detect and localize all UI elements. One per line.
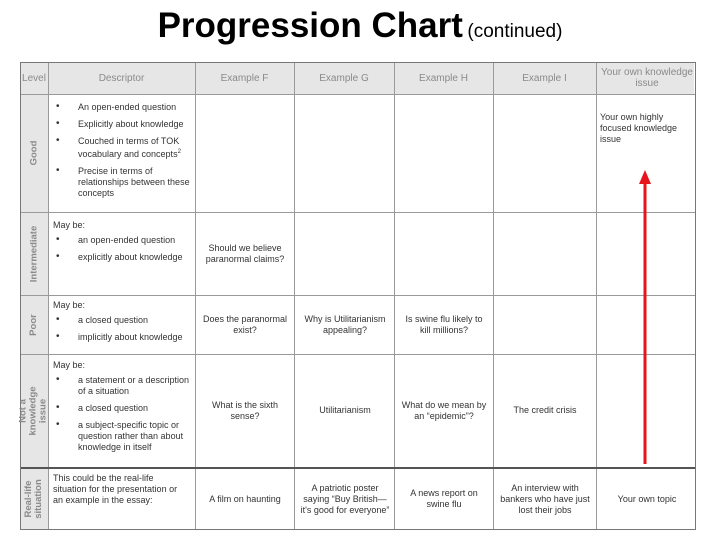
list-item: • a closed question (53, 315, 193, 326)
header-example-f: Example F (220, 72, 269, 84)
row-label-poor: Poor (27, 313, 39, 336)
header-example-h: Example H (419, 72, 468, 84)
title-main: Progression Chart (157, 6, 463, 45)
cell-real-life-own: Your own topic (617, 493, 677, 504)
header-own-issue: Your own knowledge issue (601, 67, 693, 89)
cell-real-life-i: An interview with bankers who have just lost their jobs (500, 482, 590, 515)
header-example-i: Example I (522, 72, 567, 84)
cell-poor-f: Does the paranormal exist? (202, 313, 288, 335)
list-item: • implicitly about knowledge (53, 332, 193, 343)
row-label-good: Good (28, 140, 39, 166)
row-label-real-life: Real-life situation (23, 479, 45, 519)
footnote-mark: 2 (177, 149, 181, 155)
cell-not-ki-h: What do we mean by an “epidemic”? (401, 399, 487, 421)
list-item: • an open-ended question (53, 235, 193, 246)
red-up-arrow-icon (20, 62, 696, 530)
title-sub: (continued) (467, 21, 563, 42)
list-item: • a closed question (53, 403, 193, 414)
header-level: Level (22, 72, 46, 84)
row-label-intermediate: Intermediate (28, 225, 39, 282)
list-item: • Explicitly about knowledge (53, 119, 193, 130)
list-item: • An open-ended question (53, 102, 193, 113)
list-item: • Couched in terms of TOK vocabulary and concepts$^2$ (53, 136, 193, 160)
list-item: • a statement or a description of a situation (53, 375, 193, 397)
progression-table (20, 62, 696, 530)
header-example-g: Example G (319, 72, 369, 84)
header-descriptor: Descriptor (98, 72, 145, 84)
arrow-head (639, 170, 651, 184)
cell-real-life-g: A patriotic poster saying “Buy British—it's good for everyone” (300, 482, 390, 515)
cell-poor-g: Why is Utilitarianism appealing? (304, 313, 386, 335)
cell-not-ki-g: Utilitarianism (319, 405, 371, 415)
cell-good-own: Your own highly focused knowledge issue (600, 112, 678, 144)
cell-poor-h: Is swine flu likely to kill millions? (405, 313, 483, 335)
cell-not-ki-f: What is the sixth sense? (211, 399, 279, 421)
lead-text: May be: (53, 300, 86, 310)
row-label-not-ki: Not a knowledge issue (18, 385, 49, 436)
page-title (0, 6, 720, 46)
lead-text: May be: (53, 220, 86, 230)
cell-not-ki-i: The credit crisis (513, 405, 577, 415)
list-item: • Precise in terms of relationships between these concepts (53, 166, 193, 199)
cell-real-life-f: A film on haunting (209, 493, 281, 504)
list-item: • a subject-specific topic or question rather than about knowledge in itself (53, 420, 193, 453)
cell-intermediate-f: Should we believe paranormal claims? (205, 242, 285, 264)
descriptor-real-life: This could be the real-life situation for the presentation or an example in the essay: (53, 473, 178, 505)
cell-real-life-h: A news report on swine flu (410, 488, 478, 509)
list-item: • explicitly about knowledge (53, 252, 193, 263)
lead-text: May be: (53, 360, 86, 370)
